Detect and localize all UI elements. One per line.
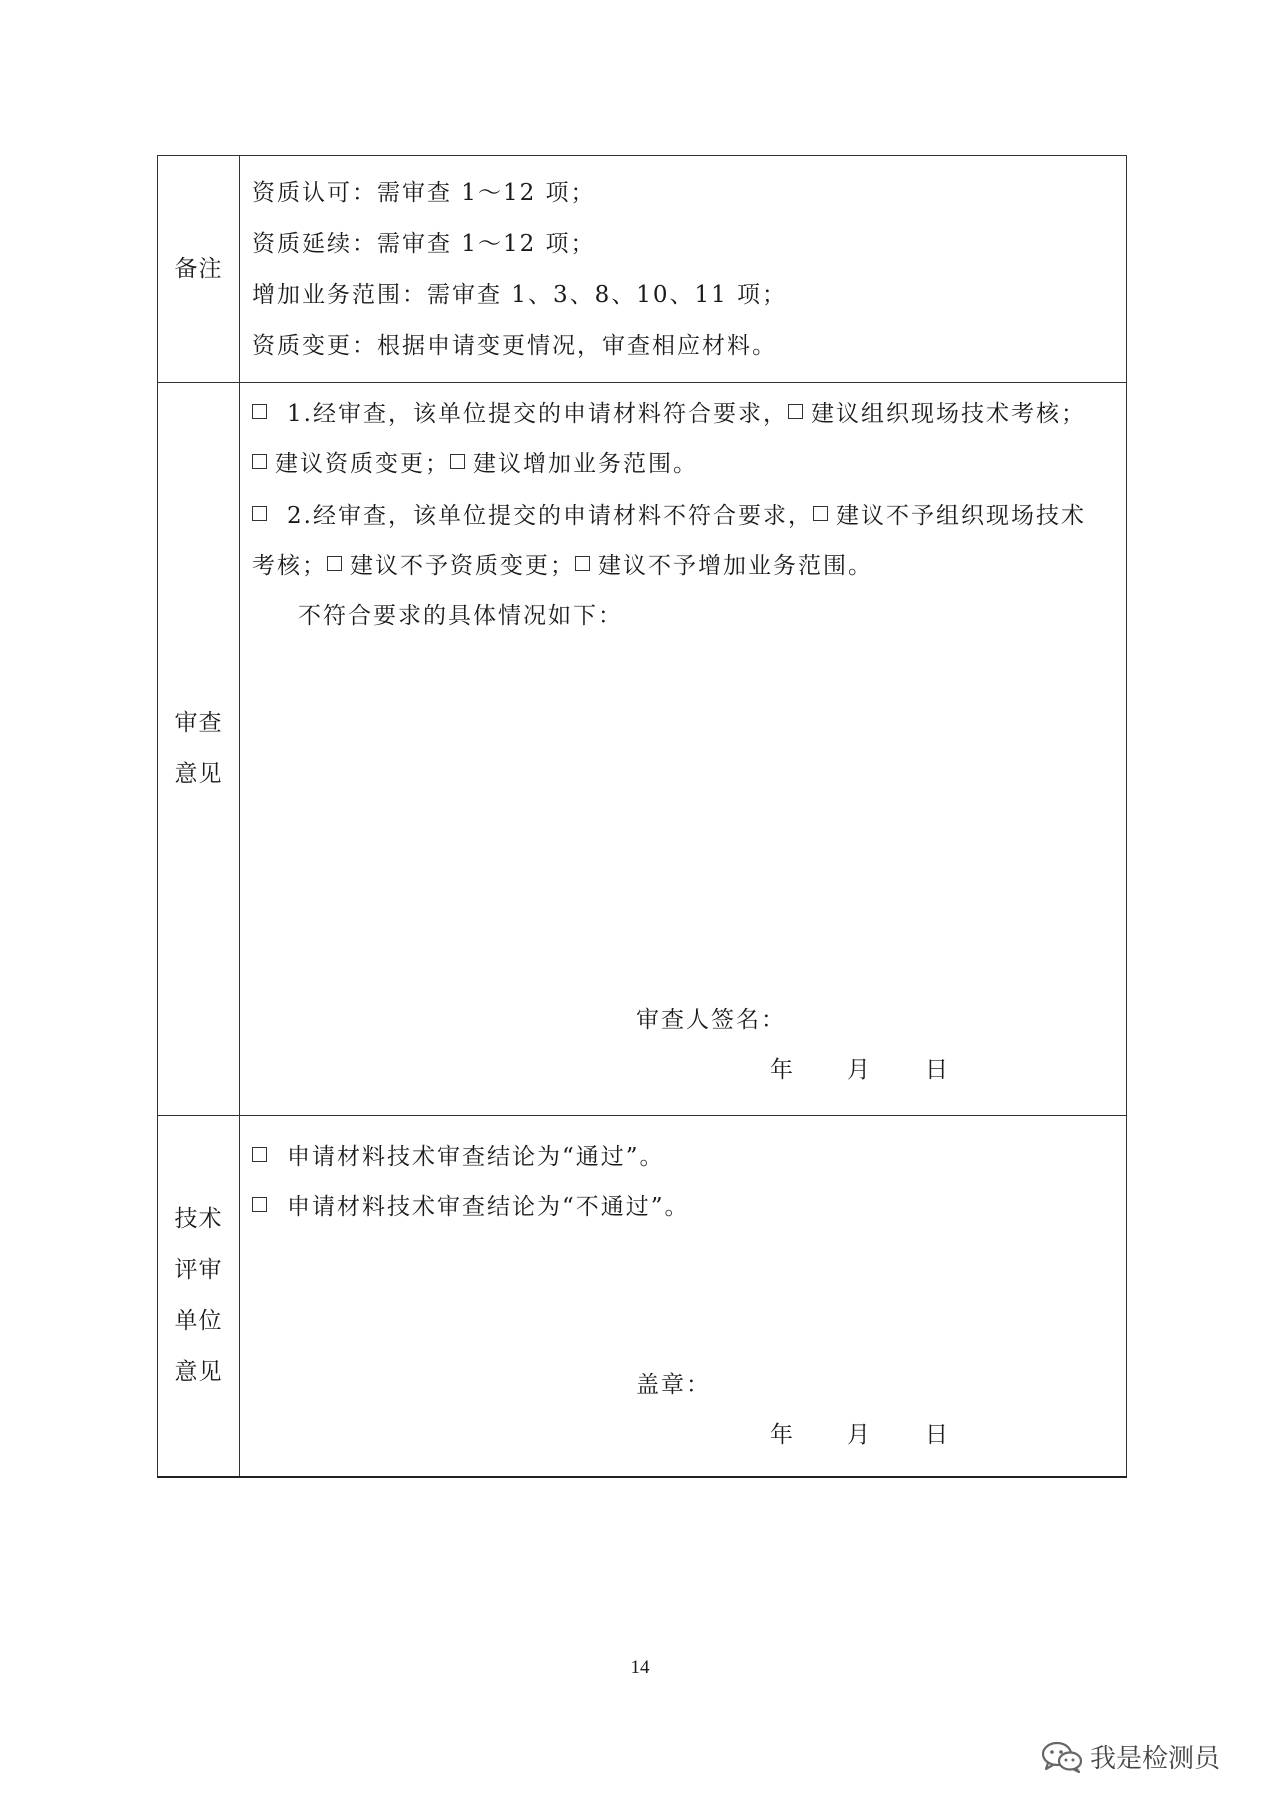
tech-label-line-3: 单位 xyxy=(174,1308,223,1334)
review-option-2-line-2 xyxy=(252,547,873,580)
tech-content-cell xyxy=(240,1116,1127,1478)
tech-label-line-1: 技术 xyxy=(174,1206,223,1232)
review-label-line-2: 意见 xyxy=(174,761,223,787)
review-label-cell xyxy=(158,383,240,1116)
review-option-1-line-2 xyxy=(252,445,698,478)
review-year-label: 年 xyxy=(770,1057,795,1083)
qualification-change-checkbox[interactable] xyxy=(252,454,267,469)
option-2-continuation: 考核； xyxy=(252,553,327,579)
fail-option-text: 申请材料技术审查结论为“不通过”。 xyxy=(287,1194,690,1220)
review-form-table xyxy=(157,155,1127,1478)
option-1-text: 1.经审查，该单位提交的申请材料符合要求， xyxy=(287,401,788,427)
no-add-business-scope-text: 建议不予增加业务范围。 xyxy=(598,553,873,579)
tech-month-label: 月 xyxy=(847,1422,872,1448)
onsite-assessment-checkbox[interactable] xyxy=(788,404,803,419)
remarks-line-4: 资质变更：根据申请变更情况，审查相应材料。 xyxy=(252,333,777,359)
pass-option-text: 申请材料技术审查结论为“通过”。 xyxy=(287,1144,665,1170)
watermark-text: 我是检测员 xyxy=(1090,1744,1221,1774)
no-onsite-assessment-text: 建议不予组织现场技术 xyxy=(835,503,1086,529)
review-content-cell xyxy=(240,383,1127,1116)
no-qualification-change-text: 建议不予资质变更； xyxy=(350,553,575,579)
pass-checkbox[interactable] xyxy=(252,1147,267,1162)
review-option-1-line-1 xyxy=(252,395,1086,428)
remarks-line-2: 资质延续：需审查 1～12 项； xyxy=(252,231,596,257)
seal-label: 盖章： xyxy=(636,1372,711,1398)
no-onsite-assessment-checkbox[interactable] xyxy=(813,506,828,521)
page-number: 14 xyxy=(630,1657,650,1678)
review-month-label: 月 xyxy=(847,1057,872,1083)
remarks-line-1: 资质认可：需审查 1～12 项； xyxy=(252,180,596,206)
review-label-line-1: 审查 xyxy=(174,710,223,736)
add-business-scope-checkbox[interactable] xyxy=(450,454,465,469)
remarks-line-3: 增加业务范围：需审查 1、3、8、10、11 项； xyxy=(252,282,788,308)
option-1-checkbox[interactable] xyxy=(252,404,267,419)
tech-fail-line xyxy=(252,1188,690,1221)
nonconformity-details-label: 不符合要求的具体情况如下： xyxy=(298,603,623,629)
technical-review-row xyxy=(158,1116,1127,1478)
tech-label-cell xyxy=(158,1116,240,1478)
remarks-label-cell xyxy=(158,156,240,383)
fail-checkbox[interactable] xyxy=(252,1197,267,1212)
tech-pass-line xyxy=(252,1138,665,1171)
remarks-label: 备注 xyxy=(174,255,223,282)
review-option-2-line-1 xyxy=(252,497,1086,530)
wechat-icon xyxy=(1040,1740,1084,1774)
option-2-checkbox[interactable] xyxy=(252,506,267,521)
add-business-scope-text: 建议增加业务范围。 xyxy=(473,451,698,477)
review-opinion-row xyxy=(158,383,1127,1116)
no-add-business-scope-checkbox[interactable] xyxy=(575,556,590,571)
remarks-row xyxy=(158,156,1127,383)
qualification-change-text: 建议资质变更； xyxy=(275,451,450,477)
review-day-label: 日 xyxy=(925,1057,950,1083)
onsite-assessment-text: 建议组织现场技术考核； xyxy=(810,401,1086,427)
watermark xyxy=(1040,1738,1220,1775)
tech-label-line-2: 评审 xyxy=(174,1257,223,1283)
tech-day-label: 日 xyxy=(925,1422,950,1448)
tech-year-label: 年 xyxy=(770,1422,795,1448)
no-qualification-change-checkbox[interactable] xyxy=(327,556,342,571)
reviewer-signature-label: 审查人签名： xyxy=(636,1007,786,1033)
remarks-content-cell xyxy=(240,156,1127,383)
option-2-text: 2.经审查，该单位提交的申请材料不符合要求， xyxy=(287,503,813,529)
tech-label-line-4: 意见 xyxy=(174,1359,223,1385)
